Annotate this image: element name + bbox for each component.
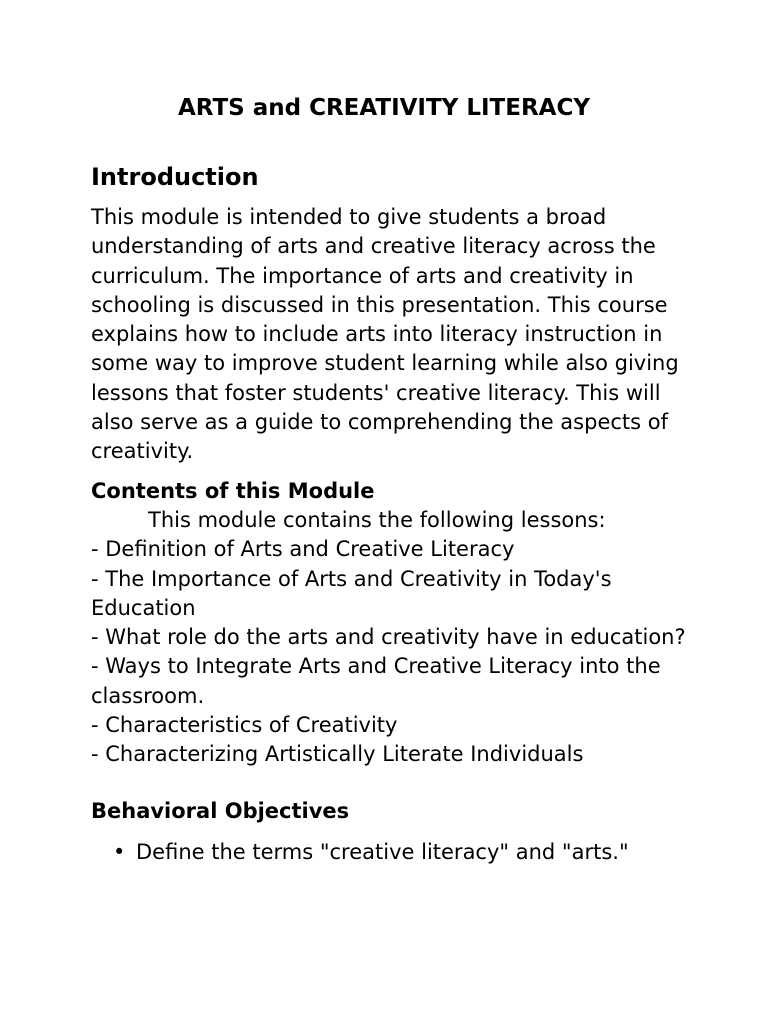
objectives-heading: Behavioral Objectives <box>91 798 350 823</box>
lesson-item: - Ways to Integrate Arts and Creative Literacy into the classroom. <box>91 654 661 708</box>
lesson-list <box>91 535 691 769</box>
contents-heading: Contents of this Module <box>91 478 375 503</box>
lesson-item: - What role do the arts and creativity have in education? <box>91 625 686 650</box>
objective-text: Define the terms "creative literacy" and "arts." <box>136 839 629 864</box>
lesson-item: - Characterizing Artistically Literate Individuals <box>91 742 584 767</box>
lesson-item: - The Importance of Arts and Creativity in Today's Education <box>91 566 612 620</box>
introduction-heading: Introduction <box>91 163 259 191</box>
document-title: ARTS and CREATIVITY LITERACY <box>177 95 591 121</box>
objective-item <box>91 838 691 867</box>
lesson-item: - Definition of Arts and Creative Literacy <box>91 537 515 562</box>
introduction-paragraph: This module is intended to give students a broad understanding of arts and creative literacy across the curriculum. The importance of arts and creativity in schooling is discussed in this presentation. This course explains how to include arts into literacy instruction in some way to improve student learning while also giving lessons that foster students' creative literacy. This will also serve as a guide to comprehending the aspects of creativity. <box>91 205 679 464</box>
lesson-item: - Characteristics of Creativity <box>91 713 398 738</box>
document-page <box>91 92 691 867</box>
bullet-icon: • <box>113 839 126 864</box>
contents-intro: This module contains the following lessons: <box>148 507 606 532</box>
objectives-list <box>91 838 691 867</box>
